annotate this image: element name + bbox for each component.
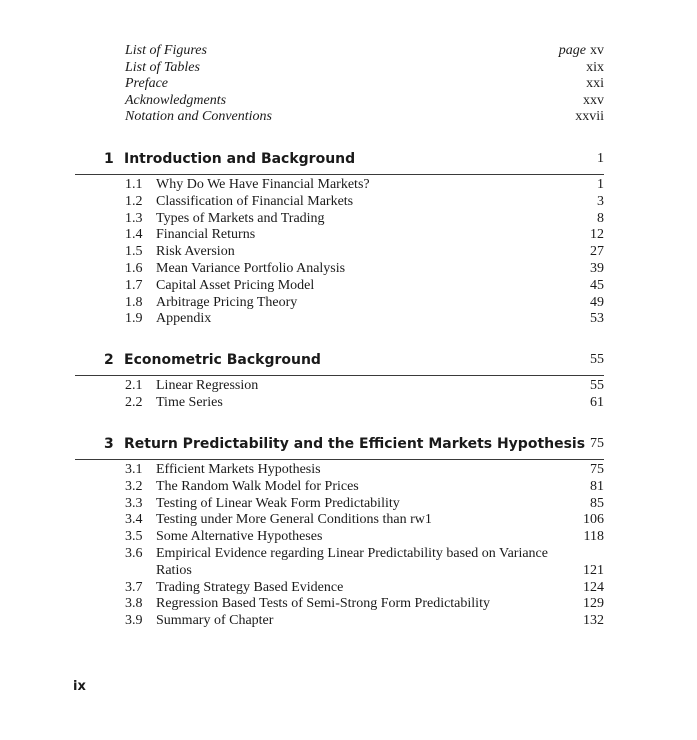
section-number: 1.5 [125, 244, 143, 260]
section-page: 106 [583, 512, 604, 528]
front-matter-title: Preface [125, 76, 169, 91]
section-page: 81 [590, 478, 604, 494]
chapter-block [75, 149, 604, 328]
section-number: 3.5 [125, 529, 143, 545]
chapter-title: Introduction and Background [124, 151, 356, 167]
section-number: 1.7 [125, 277, 143, 293]
front-matter-page-ref [559, 43, 604, 60]
front-matter-item [125, 43, 604, 60]
section-page: 118 [583, 529, 604, 545]
chapter-number: 1 [104, 151, 114, 167]
section-page: 121 [583, 562, 604, 578]
chapter-heading [75, 434, 604, 454]
section-page: 55 [590, 378, 604, 393]
section-title: Linear Regression [156, 378, 259, 393]
chapter-block [75, 350, 604, 412]
front-matter-item [125, 93, 604, 110]
section-entry [75, 177, 604, 194]
section-entry [75, 479, 604, 496]
section-title: Mean Variance Portfolio Analysis [156, 260, 346, 276]
chapter-number: 3 [104, 436, 114, 452]
section-number: 1.1 [125, 177, 143, 192]
chapter-title: Econometric Background [124, 352, 321, 368]
section-entry [75, 261, 604, 278]
section-entry [75, 596, 604, 613]
section-page: 124 [583, 579, 604, 595]
front-matter-page: xxvii [575, 109, 604, 124]
front-matter-page: xxv [583, 92, 604, 108]
section-number: 3.6 [125, 545, 143, 561]
section-title: Testing under More General Conditions than rw1 [156, 512, 432, 528]
section-title: Time Series [156, 394, 223, 410]
front-matter-page-ref [575, 109, 604, 126]
section-number: 2.1 [125, 378, 143, 393]
front-matter-page: xxi [586, 76, 604, 91]
section-title: Arbitrage Pricing Theory [156, 294, 298, 310]
section-entry [75, 580, 604, 597]
section-entry [75, 529, 604, 546]
section-title: Capital Asset Pricing Model [156, 277, 315, 293]
front-matter-title: List of Figures [125, 43, 207, 58]
section-title: Risk Aversion [156, 244, 235, 260]
page-folio: ix [73, 679, 86, 694]
section-number: 3.4 [125, 512, 143, 528]
section-entry [75, 278, 604, 295]
section-page: 39 [590, 260, 604, 276]
front-matter-item [125, 109, 604, 126]
section-number: 3.3 [125, 495, 143, 511]
section-page: 45 [590, 277, 604, 293]
chapter-page: 75 [590, 436, 604, 451]
section-page: 129 [583, 596, 604, 612]
section-title: Trading Strategy Based Evidence [156, 579, 344, 595]
chapter-heading [75, 149, 604, 169]
section-number: 3.2 [125, 478, 143, 494]
chapter-page: 1 [597, 151, 604, 166]
front-matter-list [125, 43, 604, 126]
section-title: Summary of Chapter [156, 613, 274, 629]
front-matter-title: Notation and Conventions [125, 109, 272, 124]
section-page: 3 [597, 193, 604, 209]
section-entry [75, 395, 604, 412]
section-entry [75, 496, 604, 513]
section-entry [75, 613, 604, 630]
section-page: 8 [597, 210, 604, 226]
section-entry [75, 311, 604, 328]
front-matter-item [125, 76, 604, 93]
section-entry [75, 378, 604, 395]
section-page: 1 [597, 177, 604, 192]
chapter-rule [75, 174, 604, 175]
front-matter-page-ref [583, 93, 604, 110]
section-entry [75, 244, 604, 261]
front-matter-page-ref [586, 60, 604, 77]
section-page: 27 [590, 244, 604, 260]
page-prefix-label: page [558, 43, 586, 58]
section-entry [75, 194, 604, 211]
section-page: 75 [590, 462, 604, 477]
section-number: 1.2 [125, 193, 143, 209]
chapter-title: Return Predictability and the Efficient Markets Hypothesis [124, 436, 586, 452]
section-page: 85 [590, 495, 604, 511]
section-number: 1.8 [125, 294, 143, 310]
front-matter-page: xv [590, 43, 604, 58]
section-number: 2.2 [125, 394, 143, 410]
section-number: 1.6 [125, 260, 143, 276]
section-page: 49 [590, 294, 604, 310]
section-entry [75, 227, 604, 244]
section-entry [75, 211, 604, 228]
section-title: Types of Markets and Trading [156, 210, 325, 226]
section-page: 53 [590, 311, 604, 327]
section-page: 132 [583, 613, 604, 629]
section-number: 3.1 [125, 462, 143, 477]
section-title: Financial Returns [156, 227, 256, 243]
chapter-rule [75, 375, 604, 376]
front-matter-page: xix [586, 59, 604, 75]
section-title: Testing of Linear Weak Form Predictability [156, 495, 400, 511]
front-matter-item [125, 60, 604, 77]
chapter-block [75, 434, 604, 630]
section-entry [75, 295, 604, 312]
front-matter-page-ref [586, 76, 604, 93]
section-number: 1.3 [125, 210, 143, 226]
section-entry [75, 512, 604, 529]
section-number: 3.9 [125, 613, 143, 629]
section-page: 61 [590, 394, 604, 410]
section-number: 1.9 [125, 311, 143, 327]
section-title: Some Alternative Hypotheses [156, 529, 323, 545]
section-entry [75, 462, 604, 479]
section-title: Efficient Markets Hypothesis [156, 462, 321, 477]
section-page: 12 [590, 227, 604, 243]
section-title: Regression Based Tests of Semi-Strong Form Predictability [156, 596, 490, 612]
chapter-rule [75, 459, 604, 460]
section-number: 3.8 [125, 596, 143, 612]
front-matter-title: Acknowledgments [125, 92, 227, 108]
chapter-page: 55 [590, 352, 604, 367]
section-title: The Random Walk Model for Prices [156, 478, 359, 494]
section-number: 3.7 [125, 579, 143, 595]
section-title: Why Do We Have Financial Markets? [156, 177, 370, 192]
section-title: Classification of Financial Markets [156, 193, 354, 209]
section-title: Empirical Evidence regarding Linear Predictability based on Variance Ratios [156, 545, 548, 578]
chapter-heading [75, 350, 604, 370]
section-number: 1.4 [125, 227, 143, 243]
front-matter-title: List of Tables [125, 59, 200, 75]
section-title: Appendix [156, 311, 212, 327]
chapter-number: 2 [104, 352, 114, 368]
section-entry [75, 546, 604, 580]
